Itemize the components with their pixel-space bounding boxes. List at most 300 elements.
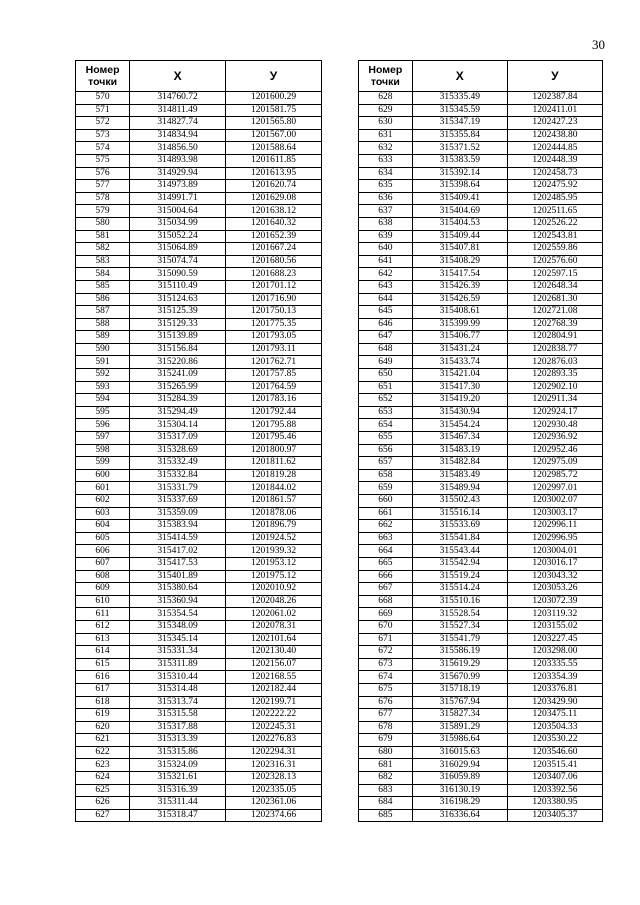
table-row — [76, 129, 322, 142]
table-row — [76, 482, 322, 495]
x-cell: 315527.34 — [412, 620, 507, 633]
y-cell: 1201757.85 — [226, 369, 322, 382]
x-cell: 316015.63 — [412, 746, 507, 759]
y-cell: 1202648.34 — [507, 280, 602, 293]
x-cell: 315417.02 — [130, 545, 226, 558]
point-number-cell: 668 — [359, 595, 413, 608]
table-row — [76, 759, 322, 772]
y-cell: 1201764.59 — [226, 381, 322, 394]
y-cell: 1203392.56 — [507, 784, 602, 797]
point-number-cell: 675 — [359, 683, 413, 696]
point-number-cell: 614 — [76, 646, 130, 659]
table-row — [76, 331, 322, 344]
x-cell: 315986.64 — [412, 734, 507, 747]
table-row — [359, 419, 603, 432]
table-row — [76, 318, 322, 331]
point-number-cell: 655 — [359, 432, 413, 445]
point-number-cell: 606 — [76, 545, 130, 558]
point-number-cell: 647 — [359, 331, 413, 344]
y-cell: 1202427.23 — [507, 117, 602, 130]
point-number-cell: 636 — [359, 192, 413, 205]
y-cell: 1201793.11 — [226, 343, 322, 356]
x-cell: 315316.39 — [130, 784, 226, 797]
y-cell: 1201667.24 — [226, 243, 322, 256]
point-number-cell: 619 — [76, 709, 130, 722]
x-cell: 315421.04 — [412, 369, 507, 382]
point-number-cell: 630 — [359, 117, 413, 130]
point-number-cell: 643 — [359, 280, 413, 293]
point-number-cell: 628 — [359, 92, 413, 105]
y-cell: 1201783.16 — [226, 394, 322, 407]
point-number-cell: 677 — [359, 709, 413, 722]
table-row — [359, 381, 603, 394]
x-cell: 315767.94 — [412, 696, 507, 709]
point-number-cell: 581 — [76, 230, 130, 243]
y-cell: 1201701.12 — [226, 280, 322, 293]
table-row — [359, 243, 603, 256]
table-row — [76, 394, 322, 407]
table-row — [359, 117, 603, 130]
x-cell: 315313.74 — [130, 696, 226, 709]
y-cell: 1202681.30 — [507, 293, 602, 306]
x-cell: 315311.44 — [130, 797, 226, 810]
y-cell: 1201652.39 — [226, 230, 322, 243]
x-cell: 314834.94 — [130, 129, 226, 142]
point-number-cell: 649 — [359, 356, 413, 369]
table-row — [76, 255, 322, 268]
point-number-cell: 600 — [76, 469, 130, 482]
point-number-cell: 588 — [76, 318, 130, 331]
y-header: У — [226, 61, 322, 92]
point-number-cell: 609 — [76, 583, 130, 596]
point-number-header: Номер точки — [76, 61, 130, 92]
table-row — [359, 268, 603, 281]
x-cell: 315489.94 — [412, 482, 507, 495]
table-row — [359, 797, 603, 810]
x-cell: 315318.47 — [130, 809, 226, 822]
table-row — [359, 406, 603, 419]
point-number-cell: 616 — [76, 671, 130, 684]
table-row — [359, 746, 603, 759]
x-cell: 315430.94 — [412, 406, 507, 419]
point-number-cell: 633 — [359, 154, 413, 167]
y-cell: 1202511.65 — [507, 205, 602, 218]
x-cell: 315827.34 — [412, 709, 507, 722]
point-number-cell: 586 — [76, 293, 130, 306]
table-row — [359, 633, 603, 646]
x-cell: 315110.49 — [130, 280, 226, 293]
table-row — [76, 280, 322, 293]
table-row — [76, 205, 322, 218]
x-cell: 315516.14 — [412, 507, 507, 520]
table-row — [76, 180, 322, 193]
y-cell: 1201819.28 — [226, 469, 322, 482]
x-header: X — [130, 61, 226, 92]
y-cell: 1202182.44 — [226, 683, 322, 696]
y-cell: 1201581.75 — [226, 104, 322, 117]
y-cell: 1203072.39 — [507, 595, 602, 608]
point-number-cell: 615 — [76, 658, 130, 671]
x-cell: 315408.61 — [412, 306, 507, 319]
x-cell: 316029.94 — [412, 759, 507, 772]
y-cell: 1201844.02 — [226, 482, 322, 495]
x-cell: 315310.44 — [130, 671, 226, 684]
x-cell: 315619.29 — [412, 658, 507, 671]
y-cell: 1201896.79 — [226, 520, 322, 533]
point-number-cell: 577 — [76, 180, 130, 193]
y-cell: 1203043.32 — [507, 570, 602, 583]
point-number-cell: 621 — [76, 734, 130, 747]
point-number-cell: 638 — [359, 217, 413, 230]
point-number-cell: 574 — [76, 142, 130, 155]
table-header-row — [359, 61, 603, 92]
table-row — [76, 658, 322, 671]
coordinates-table-left — [75, 60, 322, 822]
table-row — [359, 205, 603, 218]
y-cell: 1203530.22 — [507, 734, 602, 747]
x-cell: 315304.14 — [130, 419, 226, 432]
table-row — [359, 784, 603, 797]
x-cell: 315399.99 — [412, 318, 507, 331]
x-cell: 315064.89 — [130, 243, 226, 256]
table-row — [76, 809, 322, 822]
x-cell: 315454.24 — [412, 419, 507, 432]
point-number-cell: 623 — [76, 759, 130, 772]
y-cell: 1202458.73 — [507, 167, 602, 180]
point-number-cell: 571 — [76, 104, 130, 117]
point-number-cell: 664 — [359, 545, 413, 558]
y-cell: 1202485.95 — [507, 192, 602, 205]
x-cell: 315404.69 — [412, 205, 507, 218]
table-row — [76, 583, 322, 596]
point-number-cell: 611 — [76, 608, 130, 621]
y-cell: 1201795.88 — [226, 419, 322, 432]
y-cell: 1201611.85 — [226, 154, 322, 167]
y-cell: 1202996.95 — [507, 532, 602, 545]
x-cell: 315414.59 — [130, 532, 226, 545]
point-number-cell: 652 — [359, 394, 413, 407]
y-cell: 1202010.92 — [226, 583, 322, 596]
table-row — [76, 457, 322, 470]
point-number-cell: 629 — [359, 104, 413, 117]
x-cell: 315482.84 — [412, 457, 507, 470]
table-row — [76, 671, 322, 684]
table-row — [359, 646, 603, 659]
x-cell: 315139.89 — [130, 331, 226, 344]
y-cell: 1202911.34 — [507, 394, 602, 407]
y-cell: 1202876.03 — [507, 356, 602, 369]
y-cell: 1201588.64 — [226, 142, 322, 155]
point-number-cell: 663 — [359, 532, 413, 545]
table-row — [76, 92, 322, 105]
x-cell: 315324.09 — [130, 759, 226, 772]
x-cell: 315315.86 — [130, 746, 226, 759]
x-cell: 315359.09 — [130, 507, 226, 520]
x-cell: 315371.52 — [412, 142, 507, 155]
y-cell: 1203515.41 — [507, 759, 602, 772]
x-cell: 314827.74 — [130, 117, 226, 130]
y-cell: 1201792.44 — [226, 406, 322, 419]
x-cell: 315417.54 — [412, 268, 507, 281]
point-number-cell: 639 — [359, 230, 413, 243]
point-number-cell: 676 — [359, 696, 413, 709]
point-number-cell: 596 — [76, 419, 130, 432]
point-number-cell: 644 — [359, 293, 413, 306]
point-number-cell: 602 — [76, 495, 130, 508]
point-number-cell: 651 — [359, 381, 413, 394]
x-cell: 315426.39 — [412, 280, 507, 293]
x-cell: 315383.94 — [130, 520, 226, 533]
point-number-cell: 682 — [359, 772, 413, 785]
point-number-cell: 608 — [76, 570, 130, 583]
y-cell: 1203376.81 — [507, 683, 602, 696]
y-cell: 1202526.22 — [507, 217, 602, 230]
table-row — [76, 268, 322, 281]
table-row — [359, 444, 603, 457]
table-row — [359, 482, 603, 495]
y-cell: 1203003.17 — [507, 507, 602, 520]
point-number-cell: 591 — [76, 356, 130, 369]
x-cell: 315335.49 — [412, 92, 507, 105]
table-row — [76, 432, 322, 445]
x-cell: 315355.84 — [412, 129, 507, 142]
point-number-cell: 656 — [359, 444, 413, 457]
x-cell: 315331.34 — [130, 646, 226, 659]
table-row — [359, 356, 603, 369]
y-cell: 1202996.11 — [507, 520, 602, 533]
x-cell: 315409.44 — [412, 230, 507, 243]
x-cell: 315542.94 — [412, 557, 507, 570]
y-cell: 1202475.92 — [507, 180, 602, 193]
y-cell: 1202838.77 — [507, 343, 602, 356]
x-cell: 315718.19 — [412, 683, 507, 696]
table-row — [359, 280, 603, 293]
point-number-cell: 612 — [76, 620, 130, 633]
table-row — [76, 444, 322, 457]
y-cell: 1203004.01 — [507, 545, 602, 558]
x-header: X — [412, 61, 507, 92]
point-number-cell: 589 — [76, 331, 130, 344]
table-row — [359, 331, 603, 344]
y-cell: 1201775.35 — [226, 318, 322, 331]
point-number-cell: 679 — [359, 734, 413, 747]
y-cell: 1201800.97 — [226, 444, 322, 457]
point-number-cell: 583 — [76, 255, 130, 268]
x-cell: 316198.29 — [412, 797, 507, 810]
table-row — [76, 154, 322, 167]
x-cell: 315419.20 — [412, 394, 507, 407]
table-row — [76, 356, 322, 369]
y-cell: 1202559.86 — [507, 243, 602, 256]
x-cell: 315241.09 — [130, 369, 226, 382]
point-number-cell: 666 — [359, 570, 413, 583]
table-row — [359, 658, 603, 671]
point-number-cell: 584 — [76, 268, 130, 281]
point-number-cell: 613 — [76, 633, 130, 646]
y-cell: 1202168.55 — [226, 671, 322, 684]
table-row — [76, 343, 322, 356]
point-number-cell: 580 — [76, 217, 130, 230]
x-cell: 315392.14 — [412, 167, 507, 180]
x-cell: 315502.43 — [412, 495, 507, 508]
y-cell: 1201620.74 — [226, 180, 322, 193]
x-cell: 315345.14 — [130, 633, 226, 646]
x-cell: 315124.63 — [130, 293, 226, 306]
x-cell: 315328.69 — [130, 444, 226, 457]
x-cell: 315337.69 — [130, 495, 226, 508]
x-cell: 315311.89 — [130, 658, 226, 671]
x-cell: 315510.16 — [412, 595, 507, 608]
y-cell: 1202444.85 — [507, 142, 602, 155]
y-cell: 1201688.23 — [226, 268, 322, 281]
x-cell: 315331.79 — [130, 482, 226, 495]
table-row — [359, 293, 603, 306]
point-number-cell: 645 — [359, 306, 413, 319]
point-number-cell: 620 — [76, 721, 130, 734]
table-row — [359, 507, 603, 520]
table-row — [76, 696, 322, 709]
y-cell: 1202997.01 — [507, 482, 602, 495]
point-number-cell: 632 — [359, 142, 413, 155]
point-number-cell: 657 — [359, 457, 413, 470]
point-number-cell: 671 — [359, 633, 413, 646]
table-row — [76, 633, 322, 646]
x-cell: 315090.59 — [130, 268, 226, 281]
point-number-cell: 673 — [359, 658, 413, 671]
x-cell: 315483.19 — [412, 444, 507, 457]
x-cell: 315348.09 — [130, 620, 226, 633]
y-cell: 1203016.17 — [507, 557, 602, 570]
page-number: 30 — [592, 37, 605, 52]
point-number-cell: 617 — [76, 683, 130, 696]
x-cell: 314893.98 — [130, 154, 226, 167]
point-number-cell: 669 — [359, 608, 413, 621]
y-cell: 1202438.80 — [507, 129, 602, 142]
point-number-cell: 662 — [359, 520, 413, 533]
x-cell: 315467.34 — [412, 432, 507, 445]
table-row — [76, 469, 322, 482]
point-number-cell: 626 — [76, 797, 130, 810]
x-cell: 314856.50 — [130, 142, 226, 155]
point-number-cell: 660 — [359, 495, 413, 508]
y-cell: 1201629.08 — [226, 192, 322, 205]
table-row — [76, 620, 322, 633]
table-row — [359, 343, 603, 356]
x-cell: 315347.19 — [412, 117, 507, 130]
table-row — [76, 532, 322, 545]
y-cell: 1202893.35 — [507, 369, 602, 382]
table-row — [76, 772, 322, 785]
x-cell: 315670.99 — [412, 671, 507, 684]
table-row — [76, 545, 322, 558]
point-number-cell: 587 — [76, 306, 130, 319]
x-cell: 315519.24 — [412, 570, 507, 583]
point-number-cell: 637 — [359, 205, 413, 218]
point-number-cell: 610 — [76, 595, 130, 608]
x-cell: 315514.24 — [412, 583, 507, 596]
y-cell: 1202985.72 — [507, 469, 602, 482]
x-cell: 314973.89 — [130, 180, 226, 193]
point-number-cell: 661 — [359, 507, 413, 520]
x-cell: 315052.24 — [130, 230, 226, 243]
table-row — [359, 92, 603, 105]
point-number-cell: 622 — [76, 746, 130, 759]
x-cell: 315408.29 — [412, 255, 507, 268]
point-number-cell: 625 — [76, 784, 130, 797]
table-row — [359, 306, 603, 319]
x-cell: 315483.49 — [412, 469, 507, 482]
point-number-cell: 582 — [76, 243, 130, 256]
x-cell: 316059.89 — [412, 772, 507, 785]
y-cell: 1203298.00 — [507, 646, 602, 659]
y-cell: 1202924.17 — [507, 406, 602, 419]
point-number-cell: 640 — [359, 243, 413, 256]
y-cell: 1202199.71 — [226, 696, 322, 709]
y-cell: 1201567.00 — [226, 129, 322, 142]
x-cell: 314811.49 — [130, 104, 226, 117]
y-cell: 1202156.07 — [226, 658, 322, 671]
x-cell: 315313.39 — [130, 734, 226, 747]
table-row — [359, 180, 603, 193]
point-number-header: Номер точки — [359, 61, 413, 92]
table-row — [359, 369, 603, 382]
y-cell: 1203119.32 — [507, 608, 602, 621]
point-number-cell: 627 — [76, 809, 130, 822]
y-cell: 1203405.37 — [507, 809, 602, 822]
x-cell: 315345.59 — [412, 104, 507, 117]
table-row — [359, 583, 603, 596]
x-cell: 315398.64 — [412, 180, 507, 193]
y-cell: 1203227.45 — [507, 633, 602, 646]
x-cell: 315426.59 — [412, 293, 507, 306]
y-cell: 1202061.02 — [226, 608, 322, 621]
y-cell: 1202597.15 — [507, 268, 602, 281]
x-cell: 315284.39 — [130, 394, 226, 407]
table-row — [359, 532, 603, 545]
point-number-cell: 573 — [76, 129, 130, 142]
table-row — [359, 620, 603, 633]
table-row — [359, 734, 603, 747]
table-row — [359, 709, 603, 722]
point-number-cell: 618 — [76, 696, 130, 709]
point-number-cell: 678 — [359, 721, 413, 734]
table-row — [359, 671, 603, 684]
x-cell: 315433.74 — [412, 356, 507, 369]
y-cell: 1202936.92 — [507, 432, 602, 445]
x-cell: 315541.84 — [412, 532, 507, 545]
table-row — [359, 394, 603, 407]
y-cell: 1202387.84 — [507, 92, 602, 105]
x-cell: 315354.54 — [130, 608, 226, 621]
table-row — [76, 557, 322, 570]
x-cell: 315265.99 — [130, 381, 226, 394]
y-cell: 1203380.95 — [507, 797, 602, 810]
table-row — [359, 457, 603, 470]
point-number-cell: 576 — [76, 167, 130, 180]
table-row — [359, 432, 603, 445]
table-row — [359, 104, 603, 117]
table-row — [359, 772, 603, 785]
x-cell: 315156.84 — [130, 343, 226, 356]
table-row — [359, 683, 603, 696]
x-cell: 314929.94 — [130, 167, 226, 180]
y-cell: 1202361.06 — [226, 797, 322, 810]
y-cell: 1202101.64 — [226, 633, 322, 646]
x-cell: 315586.19 — [412, 646, 507, 659]
y-cell: 1203053.26 — [507, 583, 602, 596]
x-cell: 315125.39 — [130, 306, 226, 319]
y-cell: 1201811.62 — [226, 457, 322, 470]
